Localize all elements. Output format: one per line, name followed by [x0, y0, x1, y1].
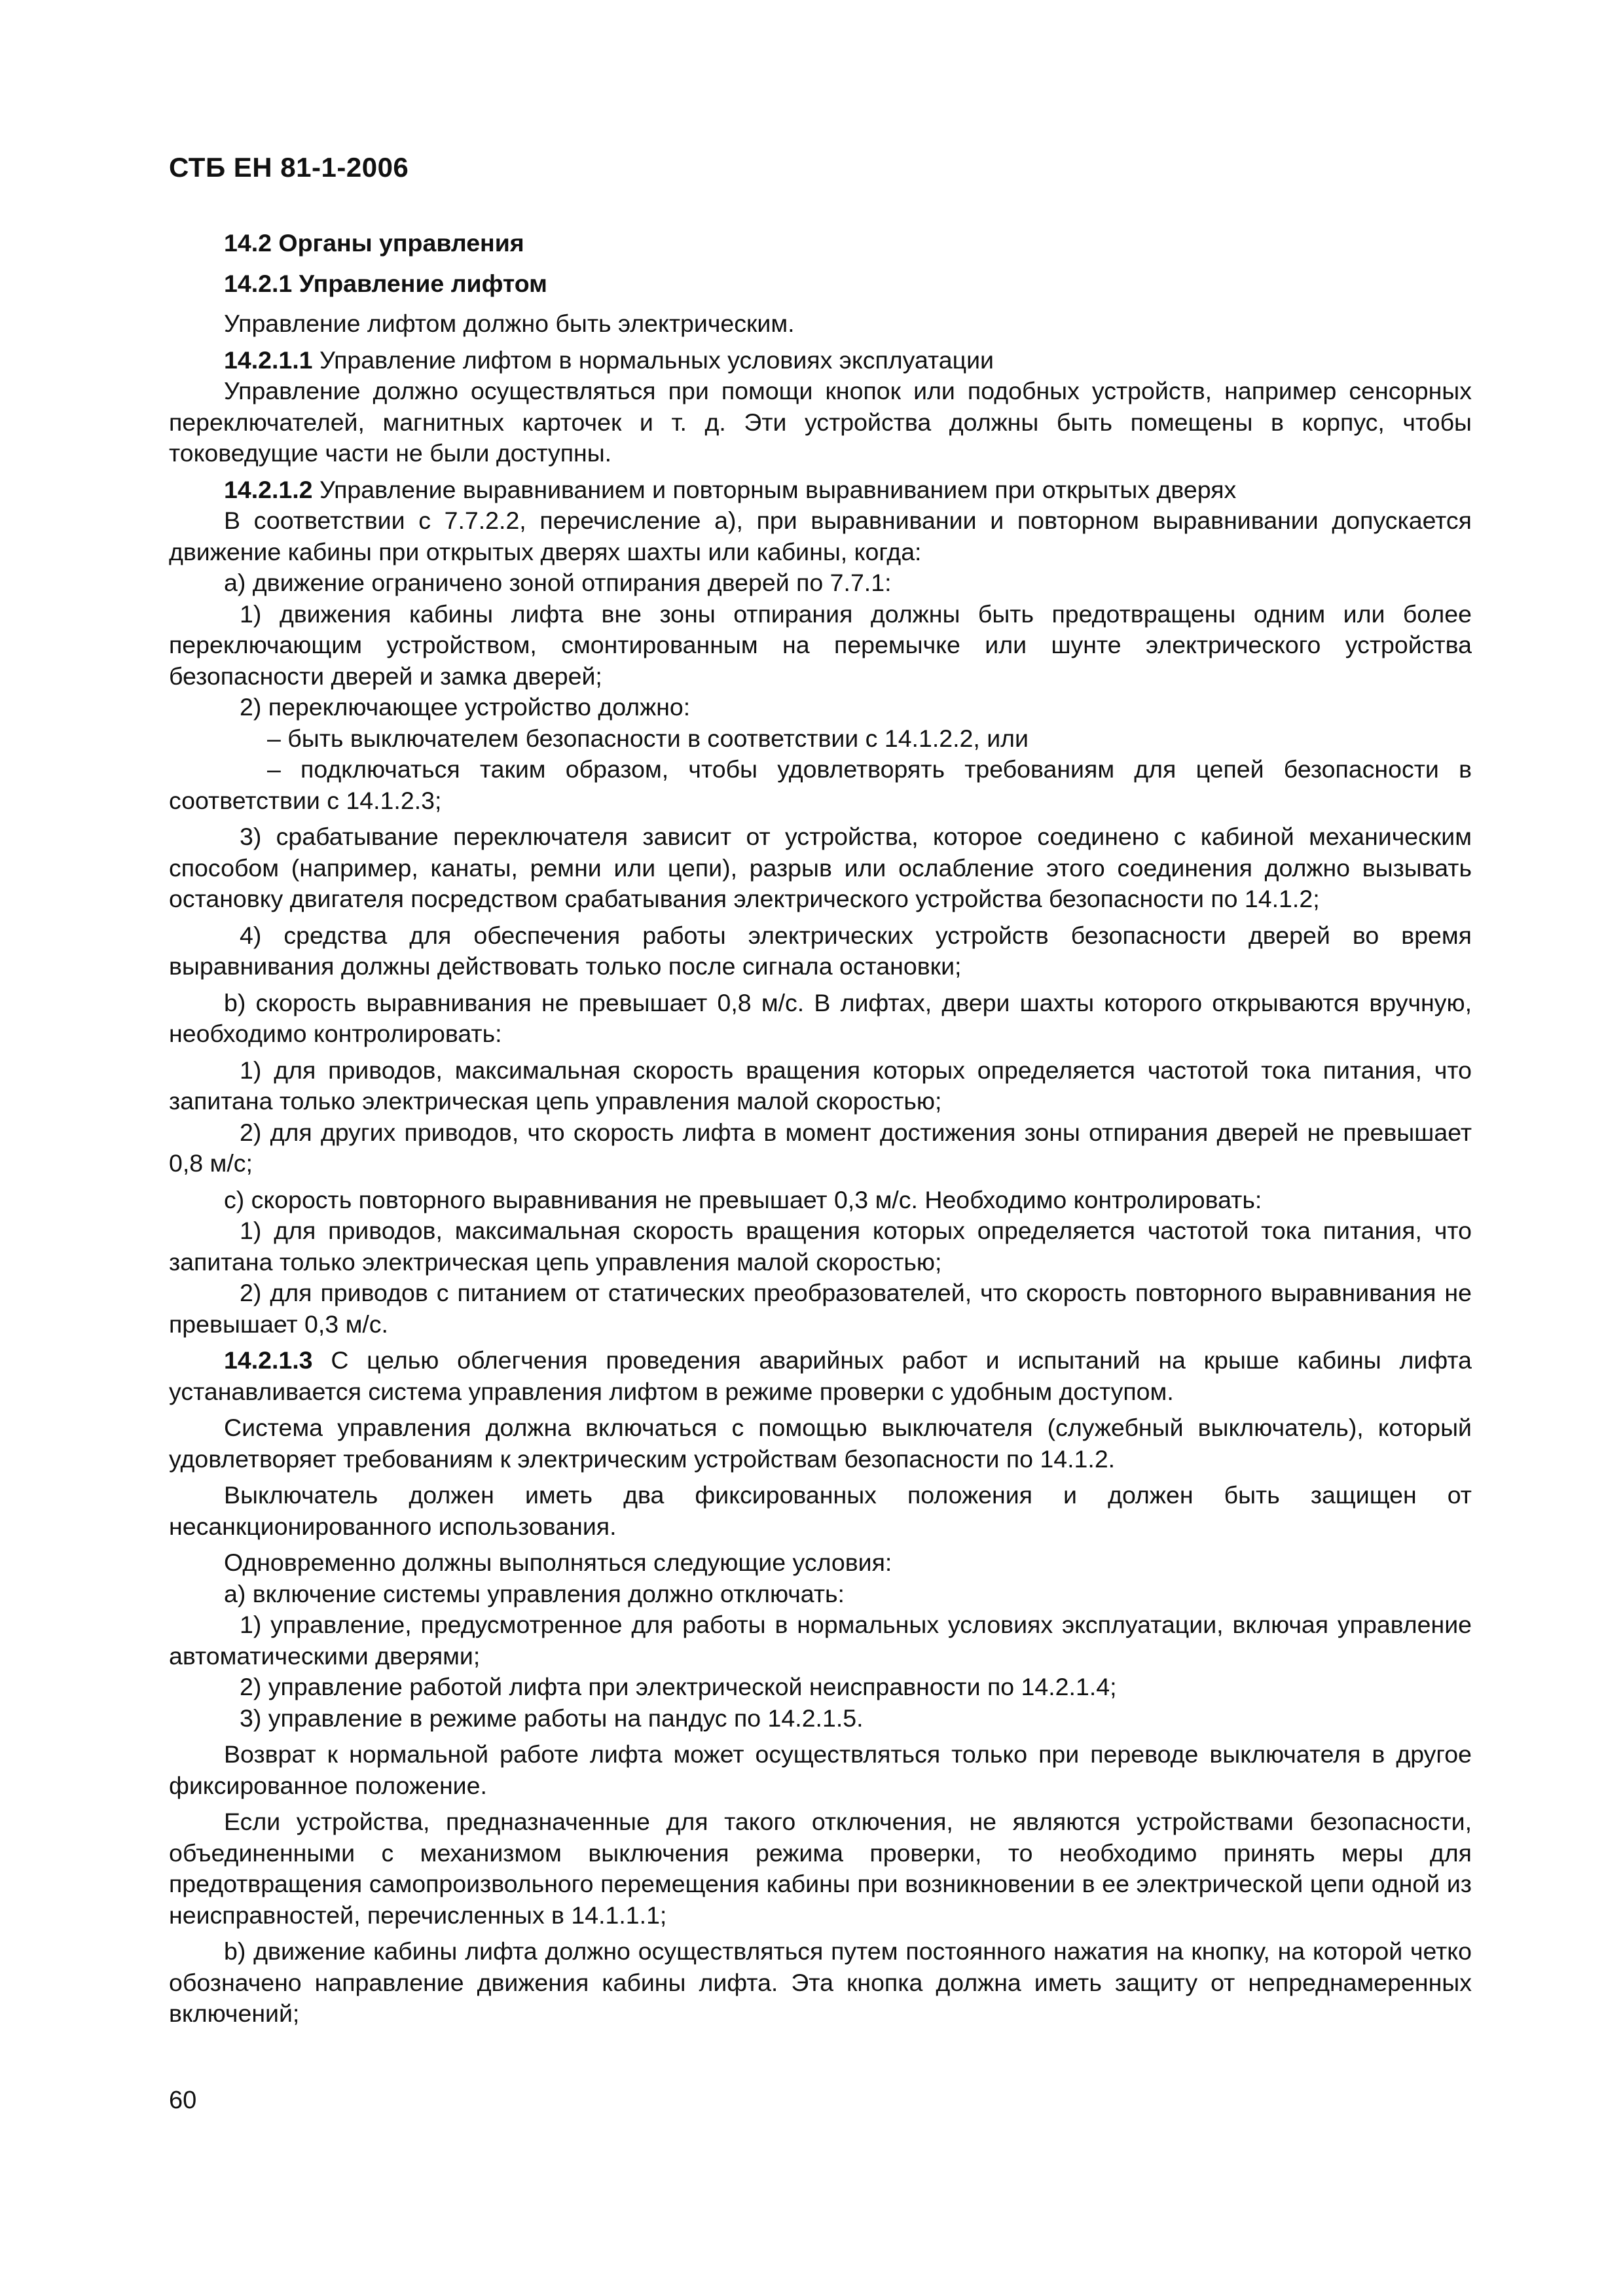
list-item: с) скорость повторного выравнивания не превышает 0,3 м/с. Необходимо контролировать:	[224, 1185, 1262, 1213]
page-number: 60	[169, 2087, 197, 2114]
list-item: 4) средства для обеспечения работы электрических устройств безопасности дверей во время выравнивания должны действовать только после сигнала остановки;	[169, 921, 1472, 980]
document-code-header: СТБ ЕН 81-1-2006	[169, 152, 409, 183]
paragraph: Выключатель должен иметь два фиксированных положения и должен быть защищен от несанкционированного использования.	[169, 1481, 1472, 1540]
list-item: а) включение системы управления должно отключать:	[224, 1579, 845, 1607]
list-item: а) движение ограничено зоной отпирания дверей по 7.7.1:	[224, 569, 892, 596]
paragraph: Система управления должна включаться с помощью выключателя (служебный выключатель), который удовлетворяет требованиям к электрическим устройствам безопасности по 14.1.2.	[169, 1414, 1472, 1473]
list-item: 2) переключающее устройство должно:	[240, 693, 691, 721]
list-item: 1) управление, предусмотренное для работы в нормальных условиях эксплуатации, включая управление автоматическими дверями;	[169, 1611, 1472, 1670]
list-item: 3) управление в режиме работы на пандус по 14.2.1.5.	[240, 1704, 864, 1732]
paragraph: Если устройства, предназначенные для такого отключения, не являются устройствами безопасности, объединенными с механизмом выключения режима проверки, то необходимо принять меры для предотвращения самопроизвольного перемещения кабины при возникновении в ее электрической цепи одной из неисправностей, перечисленных в 14.1.1.1;	[169, 1808, 1472, 1929]
clause-heading: 14.2.1.3 С целью облегчения проведения аварийных работ и испытаний на крыше кабины лифта устанавливается система управления лифтом в режиме проверки с удобным доступом.	[169, 1346, 1472, 1405]
list-item: 1) движения кабины лифта вне зоны отпирания должны быть предотвращены одним или более переключающим устройством, смонтированным на перемычке или шунте электрического устройства безопасности дверей и замка дверей;	[169, 600, 1472, 690]
paragraph: Одновременно должны выполняться следующие условия:	[224, 1549, 892, 1576]
list-item: 1) для приводов, максимальная скорость вращения которых определяется частотой тока питания, что запитана только электрическая цепь управления малой скоростью;	[169, 1217, 1472, 1276]
paragraph: Управление должно осуществляться при помощи кнопок или подобных устройств, например сенсорных переключателей, магнитных карточек и т. д. Эти устройства должны быть помещены в корпус, чтобы токоведущие части не были доступны.	[169, 377, 1472, 467]
paragraph: Управление лифтом должно быть электрическим.	[224, 310, 795, 337]
list-item: – подключаться таким образом, чтобы удовлетворять требованиям для цепей безопасности в соответствии с 14.1.2.3;	[169, 755, 1472, 814]
clause-number: 14.2.1.2	[224, 475, 313, 503]
clause-heading: 14.2.1.2 Управление выравниванием и повторным выравниванием при открытых дверях	[224, 475, 1237, 503]
list-item: 2) для приводов с питанием от статических преобразователей, что скорость повторного выравнивания не превышает 0,3 м/с.	[169, 1279, 1472, 1338]
clause-heading: 14.2.1.1 Управление лифтом в нормальных условиях эксплуатации	[224, 346, 994, 374]
list-item: 1) для приводов, максимальная скорость вращения которых определяется частотой тока питания, что запитана только электрическая цепь управления малой скоростью;	[169, 1056, 1472, 1115]
page-content	[169, 223, 1472, 2030]
clause-number: 14.2.1.3	[224, 1346, 313, 1374]
paragraph: Возврат к нормальной работе лифта может осуществляться только при переводе выключателя в другое фиксированное положение.	[169, 1740, 1472, 1799]
paragraph: В соответствии с 7.7.2.2, перечисление а), при выравнивании и повторном выравнивании допускается движение кабины при открытых дверях шахты или кабины, когда:	[169, 507, 1472, 565]
list-item: 3) срабатывание переключателя зависит от устройства, которое соединено с кабиной механическим способом (например, канаты, ремни или цепи), разрыв или ослабление этого соединения должно вызывать остановку двигателя посредством срабатывания электрического устройства безопасности по 14.1.2;	[169, 823, 1472, 912]
list-item: b) скорость выравнивания не превышает 0,8 м/с. В лифтах, двери шахты которого открываются вручную, необходимо контролировать:	[169, 988, 1472, 1047]
section-title: 14.2 Органы управления	[224, 229, 524, 257]
list-item: 2) управление работой лифта при электрической неисправности по 14.2.1.4;	[240, 1673, 1117, 1700]
list-item: b) движение кабины лифта должно осуществляться путем постоянного нажатия на кнопку, на которой четко обозначено направление движения кабины лифта. Эта кнопка должна иметь защиту от непреднамеренных включений;	[169, 1937, 1472, 2027]
clause-number: 14.2.1.1	[224, 346, 313, 374]
list-item: – быть выключателем безопасности в соответствии с 14.1.2.2, или	[267, 724, 1029, 752]
list-item: 2) для других приводов, что скорость лифта в момент достижения зоны отпирания дверей не превышает 0,8 м/с;	[169, 1118, 1472, 1177]
subsection-title: 14.2.1 Управление лифтом	[224, 269, 547, 297]
